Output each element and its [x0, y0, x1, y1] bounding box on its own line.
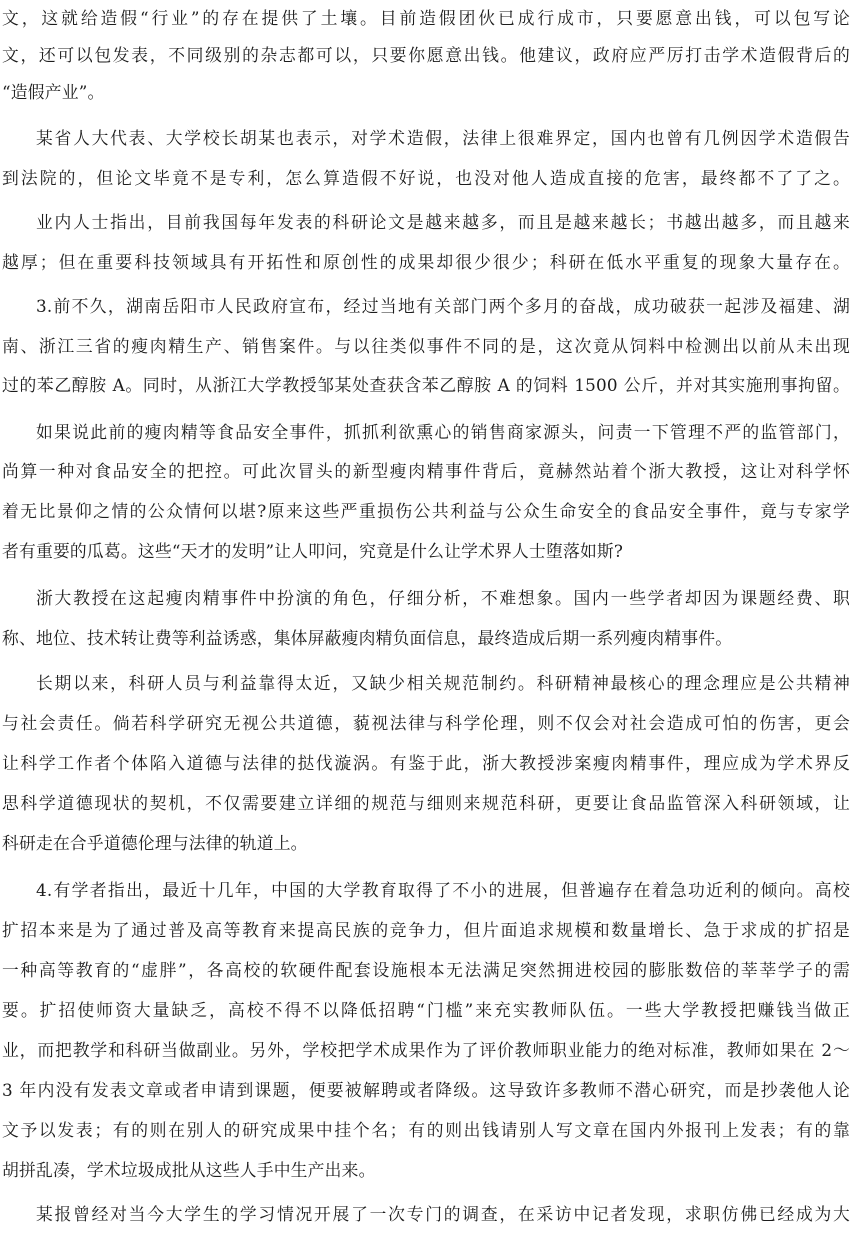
text-line: 某省人大代表、大学校长胡某也表示，对学术造假，法律上很难界定，国内也曾有几例因学术造假告 — [36, 128, 850, 148]
text-line: 要。扩招使师资大量缺乏，高校不得不以降低招聘“门槛”来充实教师队伍。一些大学教授把赚钱当做正 — [2, 1000, 850, 1020]
text-line: 文，还可以包发表，不同级别的杂志都可以，只要你愿意出钱。他建议，政府应严厉打击学术造假背后的 — [2, 45, 850, 65]
text-line: 者有重要的瓜葛。这些“天才的发明”让人叩问，究竟是什么让学术界人士堕落如斯? — [2, 541, 624, 561]
text-line: 3.前不久，湖南岳阳市人民政府宣布，经过当地有关部门两个多月的奋战，成功破获一起涉及福建、湖 — [36, 296, 850, 316]
text-line: 4.有学者指出，最近十几年，中国的大学教育取得了不小的进展，但普遍存在着急功近利的倾向。高校 — [36, 880, 850, 900]
text-line: 文，这就给造假“行业”的存在提供了土壤。目前造假团伙已成行成市，只要愿意出钱，可以包写论 — [2, 8, 850, 28]
text-line: 浙大教授在这起瘦肉精事件中扮演的角色，仔细分析，不难想象。国内一些学者却因为课题经费、职 — [36, 588, 850, 608]
text-line: 称、地位、技术转让费等利益诱惑，集体屏蔽瘦肉精负面信息，最终造成后期一系列瘦肉精事件。 — [2, 628, 733, 648]
text-line: 业，而把教学和科研当做副业。另外，学校把学术成果作为了评价教师职业能力的绝对标准，教师如果在 2～ — [2, 1040, 850, 1060]
text-line: 业内人士指出，目前我国每年发表的科研论文是越来越多，而且是越来越长；书越出越多，而且越来 — [36, 212, 850, 232]
text-line: 让科学工作者个体陷入道德与法律的挞伐漩涡。有鉴于此，浙大教授涉案瘦肉精事件，理应成为学术界反 — [2, 753, 850, 773]
text-line: 扩招本来是为了通过普及高等教育来提高民族的竞争力，但片面追求规模和数量增长、急于求成的扩招是 — [2, 920, 850, 940]
text-line: 思科学道德现状的契机，不仅需要建立详细的规范与细则来规范科研，更要让食品监管深入科研领域，让 — [2, 793, 850, 813]
text-line: 某报曾经对当今大学生的学习情况开展了一次专门的调查，在采访中记者发现，求职仿佛已经成为大 — [36, 1204, 850, 1224]
text-line: 胡拼乱凑，学术垃圾成批从这些人手中生产出来。 — [2, 1160, 376, 1180]
text-line: 一种高等教育的“虚胖”，各高校的软硬件配套设施根本无法满足突然拥进校园的膨胀数倍的莘莘学子的需 — [2, 960, 850, 980]
text-line: 着无比景仰之情的公众情何以堪?原来这些严重损伤公共利益与公众生命安全的食品安全事件，竟与专家学 — [2, 501, 850, 521]
text-line: 3 年内没有发表文章或者申请到课题，便要被解聘或者降级。这导致许多教师不潜心研究，而是抄袭他人论 — [2, 1080, 850, 1100]
text-line: 如果说此前的瘦肉精等食品安全事件，抓抓利欲熏心的销售商家源头，问责一下管理不严的监管部门， — [36, 422, 850, 442]
text-line: 南、浙江三省的瘦肉精生产、销售案件。与以往类似事件不同的是，这次竟从饲料中检测出以前从未出现 — [2, 336, 850, 356]
text-line: 科研走在合乎道德伦理与法律的轨道上。 — [2, 833, 308, 853]
text-line: 与社会责任。倘若科学研究无视公共道德，藐视法律与科学伦理，则不仅会对社会造成可怕的伤害，更会 — [2, 713, 850, 733]
text-line: 长期以来，科研人员与利益靠得太近，又缺少相关规范制约。科研精神最核心的理念理应是公共精神 — [36, 673, 850, 693]
text-line: 过的苯乙醇胺 A。同时，从浙江大学教授邹某处查获含苯乙醇胺 A 的饲料 1500 公斤，并对其实施刑事拘留。 — [2, 375, 850, 395]
text-line: 尚算一种对食品安全的把控。可此次冒头的新型瘦肉精事件背后，竟赫然站着个浙大教授，这让对科学怀 — [2, 461, 850, 481]
text-line: 到法院的，但论文毕竟不是专利，怎么算造假不好说，也没对他人造成直接的危害，最终都不了了之。 — [2, 168, 850, 188]
text-line: 文予以发表；有的则在别人的研究成果中挂个名；有的则出钱请别人写文章在国内外报刊上发表；有的靠 — [2, 1120, 850, 1140]
text-line: 越厚；但在重要科技领域具有开拓性和原创性的成果却很少很少；科研在低水平重复的现象大量存在。 — [2, 252, 850, 272]
text-line: “造假产业”。 — [2, 82, 105, 102]
